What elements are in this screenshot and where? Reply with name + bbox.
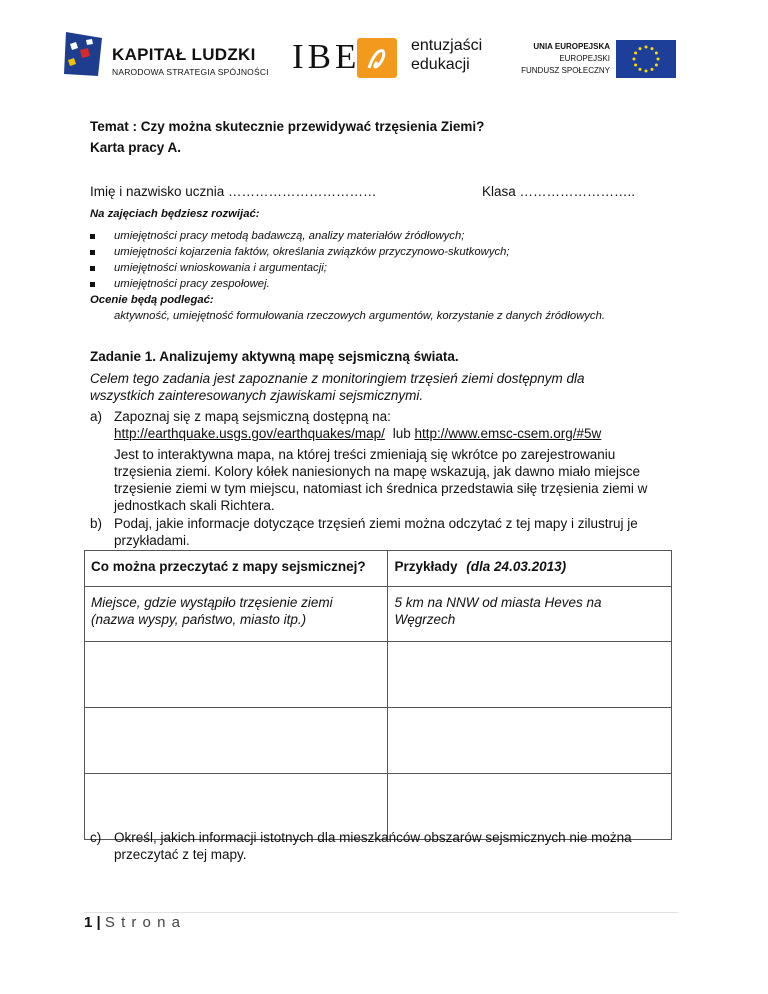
item-b-line2: przykładami. [114,533,190,548]
table-row [85,587,672,642]
item-a-line1: Zapoznaj się z mapą sejsmiczną dostępną na: [114,409,391,424]
entuzjasci-logo-line2: edukacji [411,56,470,73]
bullet-icon [90,250,95,255]
eu-logo-line2: EUROPEJSKI [559,54,610,63]
footer-divider [84,912,678,913]
footer-separator: | [96,914,101,931]
bullet-icon [90,282,95,287]
item-b-marker: b) [90,516,103,531]
card-label: Karta pracy A. [90,140,182,155]
class-field: Klasa …………………….. [482,184,636,199]
page-footer [84,914,181,932]
page-number: 1 [84,914,93,931]
table-header-row [85,551,672,587]
item-a-links [114,425,601,442]
item-c-line1: Określ, jakich informacji istotnych dla mieszkańców obszarów sejsmicznych nie można [114,830,632,845]
grading-heading: Ocenie będą podlegać: [90,294,214,306]
skill-item: umiejętności pracy metodą badawczą, analizy materiałów źródłowych; [114,230,465,242]
or-text: lub [392,426,411,441]
table-cell-answer[interactable] [388,642,672,708]
kapital-ludzki-title: KAPITAŁ LUDZKI [112,45,256,64]
item-a-marker: a) [90,409,103,424]
item-a-para-line: trzęsienie ziemi w tym miejscu, natomiast ich średnica przedstawia siłę trzęsienia ziemi w [114,481,648,496]
task1-intro-line2: wszystkich zainteresowanych zjawiskami sejsmicznymi. [90,388,424,403]
table-cell-answer[interactable] [85,642,388,708]
task1-intro-line1: Celem tego zadania jest zapoznanie z monitoringiem trzęsień ziemi dostępnym dla [90,371,585,386]
ibe-logo: IBE [292,37,361,76]
item-a-para-line: jednostkach skali Richtera. [114,498,275,513]
bullet-icon [90,234,95,239]
table-header-cell: Co można przeczytać z mapy sejsmicznej? [85,551,388,587]
emsc-map-link[interactable]: http://www.emsc-csem.org/#5w [414,426,602,441]
skill-item: umiejętności pracy zespołowej. [114,278,270,290]
answer-table [84,550,672,840]
item-c-line2: przeczytać z tej mapy. [114,847,247,862]
eu-logo-line1: UNIA EUROPEJSKA [533,42,610,51]
table-cell-answer[interactable] [388,708,672,774]
skill-item: umiejętności kojarzenia faktów, określania związków przyczynowo-skutkowych; [114,246,510,258]
entuzjasci-edukacji-mark-icon [357,38,397,78]
kapital-ludzki-subtitle: NARODOWA STRATEGIA SPÓJNOŚCI [112,67,269,77]
table-cell-answer[interactable] [85,708,388,774]
table-cell: Miejsce, gdzie wystąpiło trzęsienie ziemi (nazwa wyspy, państwo, miasto itp.) [85,587,388,642]
skill-item: umiejętności wnioskowania i argumentacji; [114,262,327,274]
table-row-empty [85,708,672,774]
footer-label: S t r o n a [104,914,181,931]
usgs-map-link[interactable]: http://earthquake.usgs.gov/earthquakes/map/ [114,426,385,441]
table-row-empty [85,642,672,708]
page-title: Temat : Czy można skutecznie przewidywać trzęsienia Ziemi? [90,119,485,134]
item-c-marker: c) [90,830,102,845]
eu-logo-line3: FUNDUSZ SPOŁECZNY [521,66,610,75]
item-b-line1: Podaj, jakie informacje dotyczące trzęsień ziemi można odczytać z tej mapy i zilustruj je [114,516,638,531]
bullet-icon [90,266,95,271]
item-a-para-line: trzęsienia ziemi. Kolory kółek naniesionych na mapę wskazują, jak dawno miało miejsce [114,464,640,479]
table-cell: 5 km na NNW od miasta Heves na Węgrzech [388,587,672,642]
table-header-cell: Przykłady (dla 24.03.2013) [388,551,672,587]
task1-title: Zadanie 1. Analizujemy aktywną mapę sejsmiczną świata. [90,349,459,364]
eu-flag-icon [616,40,676,78]
skills-heading: Na zajęciach będziesz rozwijać: [90,208,260,220]
entuzjasci-logo-line1: entuzjaści [411,37,483,54]
kapital-ludzki-flag-icon [62,30,104,80]
item-a-para-line: Jest to interaktywna mapa, na której treści zmieniają się wkrótce po zarejestrowaniu [114,447,616,462]
grading-text: aktywność, umiejętność formułowania rzeczowych argumentów, korzystanie z danych źródłowych. [114,310,606,322]
student-name-field: Imię i nazwisko ucznia …………………………… [90,184,377,199]
